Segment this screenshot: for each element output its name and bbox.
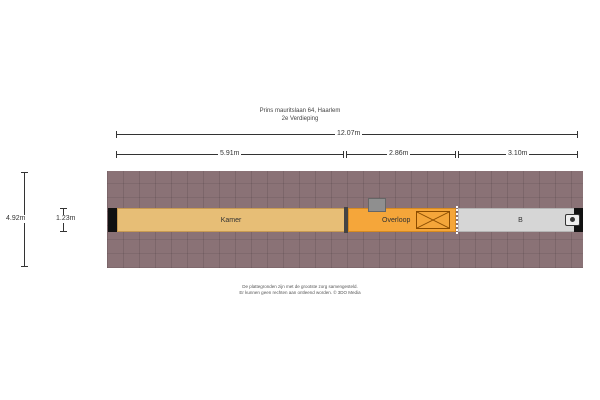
dotted-boundary [456, 206, 460, 234]
dimension-label-height-inner: 1.23m [56, 215, 76, 222]
chimney-icon [368, 198, 386, 212]
dimension-label-segment-1: 5.91m [220, 150, 240, 157]
dimension-label-total: 12.07m [337, 130, 361, 137]
wall-end-left [108, 208, 117, 232]
room-label-kamer: Kamer [220, 217, 242, 224]
room-label-berging: B [518, 217, 523, 224]
floor-title: 2e Verdieping [281, 116, 319, 122]
dimension-label-segment-3: 3.10m [508, 150, 528, 157]
address-title: Prins mauritslaan 64, Haarlem [259, 108, 341, 114]
door [344, 207, 348, 233]
dimension-label-segment-2: 2.86m [389, 150, 409, 157]
footnote-line-2: Er kunnen geen rechten aan ontleend worden. © 3DO Media [239, 290, 361, 295]
dimension-label-height-total: 4.92m [6, 215, 26, 222]
stair-hatch-icon [416, 211, 450, 229]
footnote-line-1: De plattegronden zijn met de grootste zorg samengesteld. [242, 284, 358, 289]
boiler-icon [565, 214, 580, 226]
room-kamer [117, 208, 345, 232]
room-label-overloop: Overloop [382, 217, 411, 224]
